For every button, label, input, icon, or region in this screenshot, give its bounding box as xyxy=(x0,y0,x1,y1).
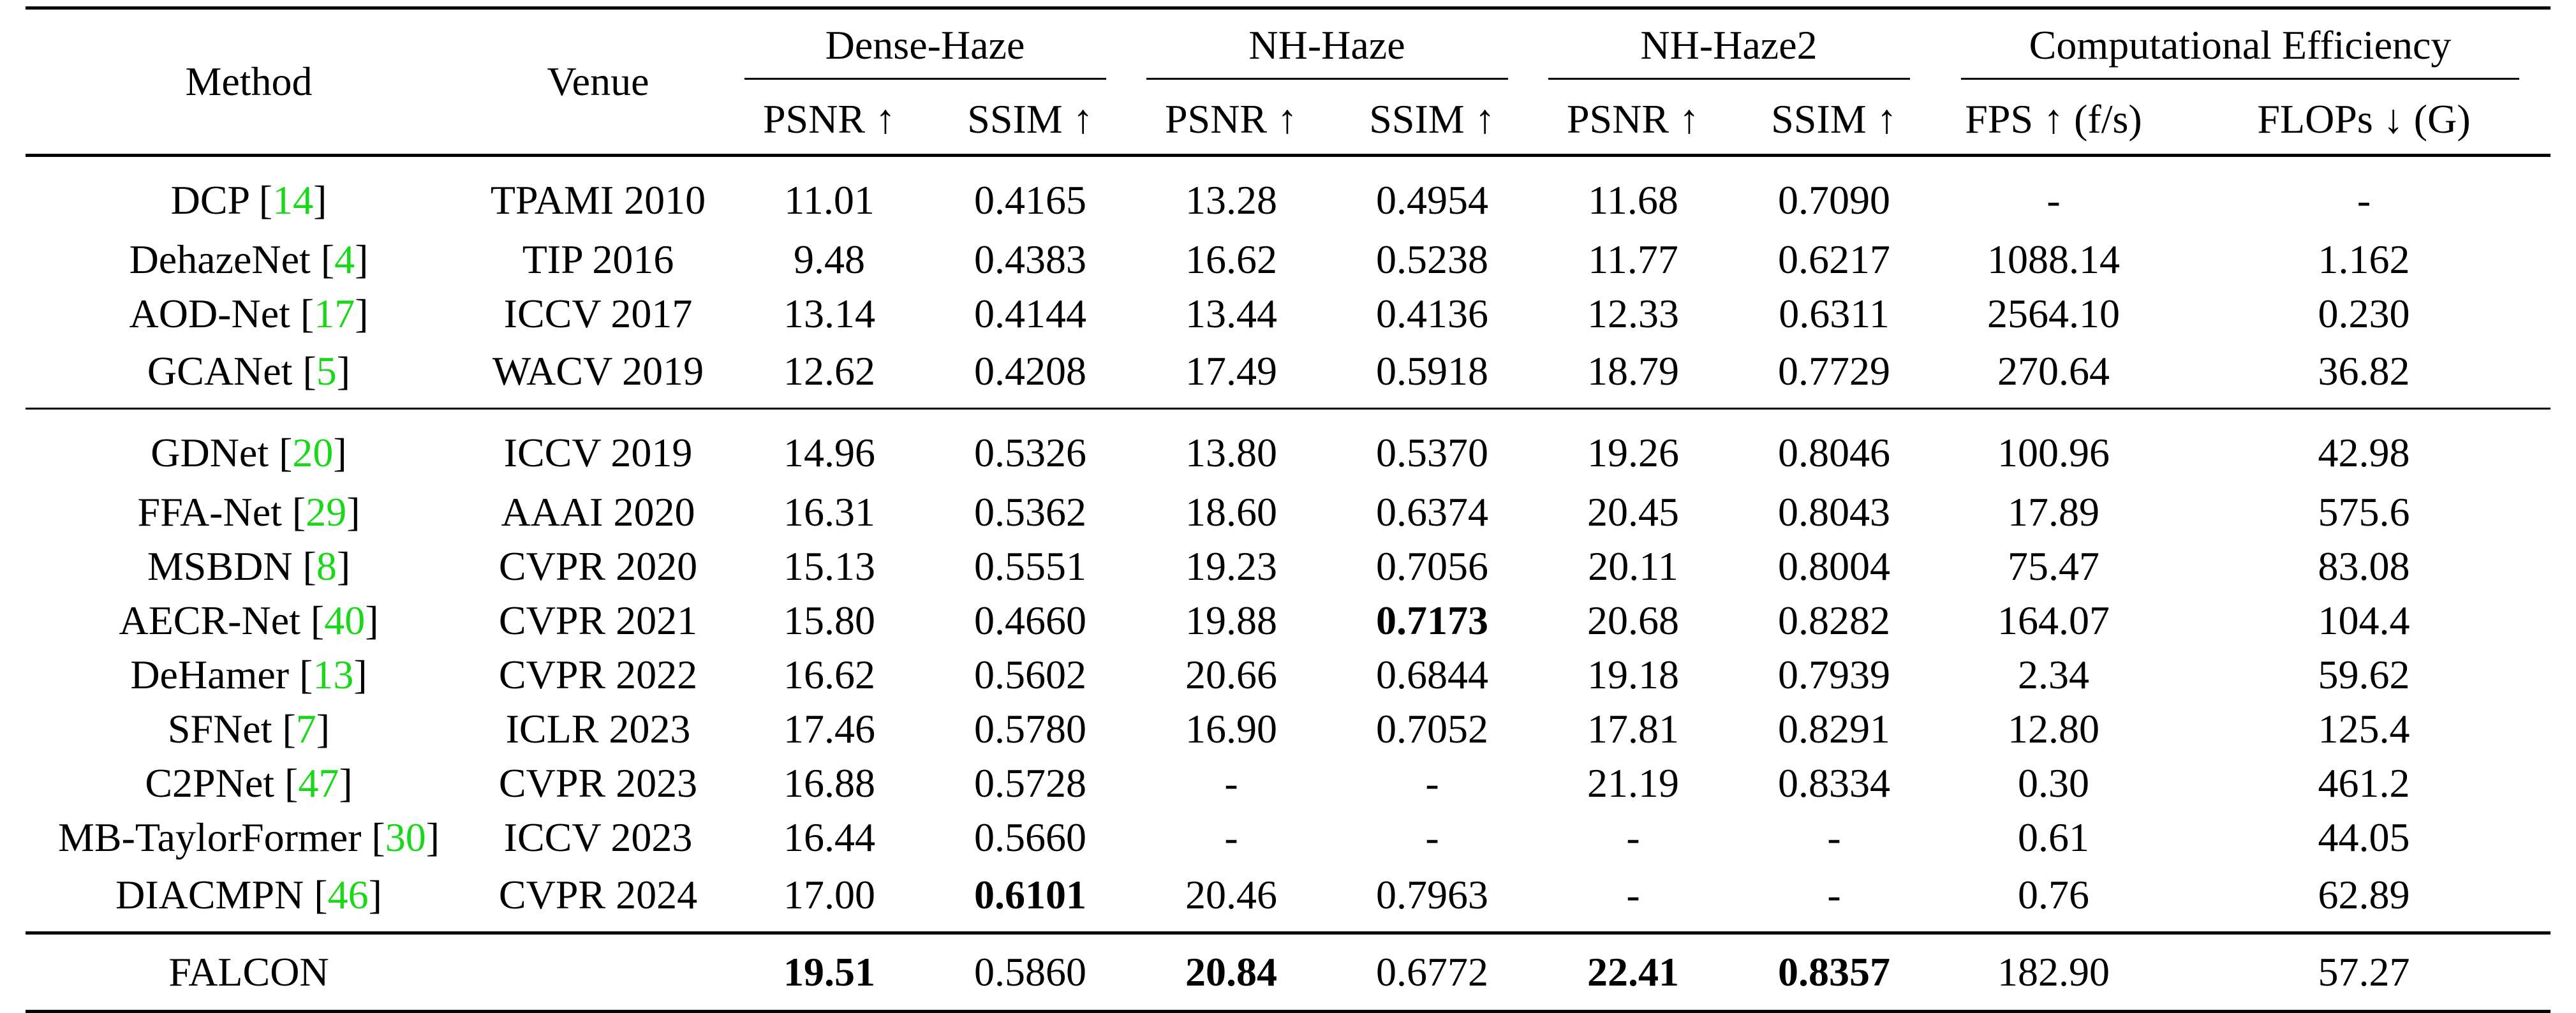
value-cell: 20.66 xyxy=(1185,651,1277,697)
value-cell: 0.5918 xyxy=(1376,348,1488,394)
value-cell: 0.4208 xyxy=(974,348,1086,394)
subheader: FLOPs ↓ (G) xyxy=(2177,85,2550,156)
venue-cell: ICCV 2019 xyxy=(472,409,724,485)
method-cell: AECR-Net [40] xyxy=(119,597,379,643)
results-table xyxy=(26,6,2550,1013)
value-cell: 14.96 xyxy=(724,409,935,485)
subheader: SSIM ↑ xyxy=(1738,85,1930,156)
venue-cell: ICCV 2023 xyxy=(503,814,693,860)
value-cell: 0.7963 xyxy=(1376,871,1488,917)
method-name: AOD-Net xyxy=(129,290,290,336)
venue-cell: CVPR 2022 xyxy=(498,651,698,697)
method-name: DIACMPN xyxy=(115,871,304,917)
value-cell: 182.90 xyxy=(1930,933,2177,1012)
value-cell: 0.6772 xyxy=(1336,933,1528,1012)
method-name: MSBDN xyxy=(147,543,293,589)
value-cell: 0.8043 xyxy=(1778,489,1890,535)
value-cell: 9.48 xyxy=(794,236,865,282)
value-cell: 13.80 xyxy=(1126,409,1336,485)
table-row xyxy=(26,341,2550,409)
subheader: FPS ↑ (f/s) xyxy=(1930,85,2177,156)
value-cell: 18.60 xyxy=(1185,489,1277,535)
value-cell: 575.6 xyxy=(2318,489,2410,535)
value-cell: 0.4165 xyxy=(974,177,1086,223)
value-cell: 0.7939 xyxy=(1778,651,1890,697)
table-row xyxy=(26,810,2550,864)
value-cell: - xyxy=(1827,871,1841,917)
table-row xyxy=(26,756,2550,810)
table-row xyxy=(26,702,2550,756)
method-cell: AOD-Net [17] xyxy=(129,290,369,336)
value-cell: 17.49 xyxy=(1185,348,1277,394)
value-cell: 0.7052 xyxy=(1376,706,1488,751)
header-group-label: NH-Haze2 xyxy=(1548,22,1910,80)
value-cell: 0.5326 xyxy=(935,409,1126,485)
value-cell: 20.68 xyxy=(1587,597,1679,643)
value-cell: 15.13 xyxy=(783,543,875,589)
value-cell: 0.4136 xyxy=(1376,290,1488,336)
venue-cell: AAAI 2020 xyxy=(501,489,695,535)
header-method: Method xyxy=(26,8,472,156)
value-cell: 461.2 xyxy=(2318,760,2410,806)
table-row xyxy=(26,593,2550,647)
venue-cell xyxy=(472,933,724,1012)
value-cell: 2.34 xyxy=(2018,651,2089,697)
table-row xyxy=(26,286,2550,341)
value-cell: 0.6217 xyxy=(1778,236,1890,282)
citation-link[interactable]: 13 xyxy=(313,651,354,697)
value-cell: 22.41 xyxy=(1528,933,1738,1012)
value-cell: 1088.14 xyxy=(1987,236,2120,282)
method-cell: MB-TaylorFormer [30] xyxy=(57,814,440,860)
method-name: C2PNet xyxy=(145,760,275,806)
header-group-efficiency xyxy=(1930,8,2550,85)
value-cell: - xyxy=(1425,760,1439,806)
value-cell: 0.5660 xyxy=(974,814,1086,860)
value-cell: 0.4383 xyxy=(974,236,1086,282)
value-cell: 36.82 xyxy=(2318,348,2410,394)
value-cell: 13.28 xyxy=(1185,177,1277,223)
value-cell: 100.96 xyxy=(1930,409,2177,485)
method-name: AECR-Net xyxy=(119,597,300,643)
value-cell: 270.64 xyxy=(1997,348,2110,394)
value-cell: 11.01 xyxy=(784,177,875,223)
value-cell: 0.8282 xyxy=(1778,597,1890,643)
subheader: PSNR ↑ xyxy=(1126,85,1336,156)
value-cell: 0.8357 xyxy=(1738,933,1930,1012)
value-cell: 0.5370 xyxy=(1336,409,1528,485)
value-cell: 19.88 xyxy=(1185,597,1277,643)
method-cell: GDNet [20] xyxy=(26,409,472,485)
value-cell: 12.33 xyxy=(1587,290,1679,336)
value-cell: 15.80 xyxy=(783,597,875,643)
value-cell: 0.7173 xyxy=(1376,597,1488,643)
value-cell: 20.45 xyxy=(1587,489,1679,535)
value-cell: 0.7729 xyxy=(1778,348,1890,394)
value-cell: 0.5238 xyxy=(1376,236,1488,282)
value-cell: 13.14 xyxy=(783,290,875,336)
value-cell: 12.62 xyxy=(783,348,875,394)
method-name: GDNet xyxy=(151,430,269,475)
table-row xyxy=(26,156,2550,233)
value-cell: 75.47 xyxy=(2008,543,2099,589)
results-table-body xyxy=(26,156,2550,1012)
table-row xyxy=(26,409,2550,485)
method-cell: SFNet [7] xyxy=(167,706,330,751)
header-group-dense-haze xyxy=(724,8,1126,85)
table-row xyxy=(26,864,2550,933)
header-group-nh-haze2 xyxy=(1528,8,1930,85)
citation-link[interactable]: 47 xyxy=(298,760,339,806)
value-cell: 18.79 xyxy=(1587,348,1679,394)
value-cell: 0.230 xyxy=(2318,290,2410,336)
table-row xyxy=(26,647,2550,702)
value-cell: 20.11 xyxy=(1588,543,1678,589)
citation-link[interactable]: 4 xyxy=(334,236,355,282)
header-venue: Venue xyxy=(472,8,724,156)
header-group-label: NH-Haze xyxy=(1146,22,1508,80)
method-cell: DCP [14] xyxy=(170,177,327,223)
value-cell: 16.31 xyxy=(783,489,875,535)
value-cell: 62.89 xyxy=(2318,871,2410,917)
method-cell: DIACMPN [46] xyxy=(115,871,382,917)
value-cell: 0.4954 xyxy=(1376,177,1488,223)
value-cell: 0.5860 xyxy=(935,933,1126,1012)
value-cell: 0.7056 xyxy=(1376,543,1488,589)
venue-cell: CVPR 2024 xyxy=(498,871,698,917)
subheader: SSIM ↑ xyxy=(935,85,1126,156)
value-cell: 20.46 xyxy=(1185,871,1277,917)
value-cell: 0.4144 xyxy=(974,290,1086,336)
value-cell: 104.4 xyxy=(2318,597,2410,643)
value-cell: 0.5728 xyxy=(974,760,1086,806)
value-cell: 16.62 xyxy=(1185,236,1277,282)
value-cell: - xyxy=(1425,814,1439,860)
venue-cell: ICCV 2017 xyxy=(503,290,693,336)
value-cell: 0.8046 xyxy=(1738,409,1930,485)
method-cell xyxy=(26,933,472,1012)
table-row xyxy=(26,485,2550,539)
citation-link[interactable]: 5 xyxy=(316,348,337,394)
value-cell: 19.26 xyxy=(1528,409,1738,485)
value-cell: 0.76 xyxy=(2018,871,2089,917)
table-row xyxy=(26,232,2550,286)
value-cell: 42.98 xyxy=(2177,409,2550,485)
value-cell: 16.62 xyxy=(783,651,875,697)
value-cell: 0.5551 xyxy=(974,543,1086,589)
value-cell: 0.8291 xyxy=(1778,706,1890,751)
citation-link[interactable]: 30 xyxy=(385,814,426,860)
value-cell: - xyxy=(1827,814,1841,860)
subheader: PSNR ↑ xyxy=(724,85,935,156)
method-name: MB-TaylorFormer xyxy=(57,814,362,860)
value-cell: 19.51 xyxy=(724,933,935,1012)
header-group-nh-haze xyxy=(1126,8,1528,85)
value-cell: 0.5362 xyxy=(974,489,1086,535)
method-name: GCANet xyxy=(147,348,293,394)
value-cell: 44.05 xyxy=(2318,814,2410,860)
subheader: PSNR ↑ xyxy=(1528,85,1738,156)
value-cell: 125.4 xyxy=(2318,706,2410,751)
method-name: DeHamer xyxy=(130,651,290,697)
value-cell: 0.6101 xyxy=(974,871,1086,917)
venue-cell: WACV 2019 xyxy=(492,348,704,394)
value-cell: 12.80 xyxy=(2008,706,2099,751)
value-cell: 13.44 xyxy=(1185,290,1277,336)
value-cell: 164.07 xyxy=(1997,597,2110,643)
method-name: DCP xyxy=(170,177,249,223)
value-cell: 17.46 xyxy=(783,706,875,751)
value-cell: 0.6311 xyxy=(1779,290,1890,336)
results-table-container xyxy=(26,6,2550,1013)
method-name: FALCON xyxy=(168,949,329,995)
table-row xyxy=(26,933,2550,1012)
citation-link[interactable]: 40 xyxy=(324,597,366,643)
value-cell: 21.19 xyxy=(1587,760,1679,806)
citation-link[interactable]: 46 xyxy=(327,871,369,917)
citation-link[interactable]: 7 xyxy=(295,706,316,751)
citation-link[interactable]: 20 xyxy=(292,430,334,475)
header-group-label: Dense-Haze xyxy=(744,22,1106,80)
value-cell: - xyxy=(1626,871,1640,917)
value-cell: 0.5602 xyxy=(974,651,1086,697)
venue-cell: TPAMI 2010 xyxy=(490,177,706,223)
value-cell: 17.00 xyxy=(783,871,875,917)
value-cell: 16.88 xyxy=(783,760,875,806)
venue-cell: TIP 2016 xyxy=(522,236,674,282)
value-cell: 0.8334 xyxy=(1778,760,1890,806)
value-cell: 2564.10 xyxy=(1987,290,2120,336)
value-cell: 0.7090 xyxy=(1778,177,1890,223)
venue-cell: CVPR 2021 xyxy=(498,597,698,643)
value-cell: 17.81 xyxy=(1587,706,1679,751)
value-cell: - xyxy=(2047,177,2061,223)
value-cell: 20.84 xyxy=(1126,933,1336,1012)
value-cell: 0.5780 xyxy=(974,706,1086,751)
value-cell: 16.44 xyxy=(783,814,875,860)
method-cell: DeHamer [13] xyxy=(130,651,367,697)
table-row xyxy=(26,539,2550,593)
value-cell: 0.6844 xyxy=(1376,651,1488,697)
value-cell: 57.27 xyxy=(2177,933,2550,1012)
value-cell: - xyxy=(1224,814,1238,860)
venue-cell: CVPR 2020 xyxy=(498,543,698,589)
value-cell: - xyxy=(2357,177,2371,223)
method-cell: MSBDN [8] xyxy=(147,543,351,589)
value-cell: 19.23 xyxy=(1185,543,1277,589)
header-group-label: Computational Efficiency xyxy=(1961,22,2520,80)
value-cell: 17.89 xyxy=(2008,489,2099,535)
value-cell: 16.90 xyxy=(1185,706,1277,751)
value-cell: 0.30 xyxy=(2018,760,2089,806)
citation-link[interactable]: 14 xyxy=(272,177,314,223)
value-cell: - xyxy=(1626,814,1640,860)
method-name: FFA-Net xyxy=(137,489,282,535)
method-cell: C2PNet [47] xyxy=(145,760,353,806)
value-cell: 0.4660 xyxy=(974,597,1086,643)
value-cell: 83.08 xyxy=(2318,543,2410,589)
value-cell: 11.68 xyxy=(1588,177,1678,223)
value-cell: - xyxy=(1224,760,1238,806)
citation-link[interactable]: 17 xyxy=(314,290,355,336)
method-name: SFNet xyxy=(167,706,272,751)
value-cell: 0.8004 xyxy=(1778,543,1890,589)
value-cell: 59.62 xyxy=(2318,651,2410,697)
value-cell: 19.18 xyxy=(1587,651,1679,697)
method-cell: FFA-Net [29] xyxy=(137,489,360,535)
value-cell: 1.162 xyxy=(2318,236,2410,282)
value-cell: 11.77 xyxy=(1588,236,1678,282)
value-cell: 0.61 xyxy=(2018,814,2089,860)
method-cell: DehazeNet [4] xyxy=(129,236,369,282)
venue-cell: CVPR 2023 xyxy=(498,760,698,806)
value-cell: 0.6374 xyxy=(1376,489,1488,535)
venue-cell: ICLR 2023 xyxy=(505,706,691,751)
citation-link[interactable]: 29 xyxy=(306,489,347,535)
subheader: SSIM ↑ xyxy=(1336,85,1528,156)
citation-link[interactable]: 8 xyxy=(316,543,337,589)
method-name: DehazeNet xyxy=(129,236,311,282)
method-cell: GCANet [5] xyxy=(147,348,351,394)
